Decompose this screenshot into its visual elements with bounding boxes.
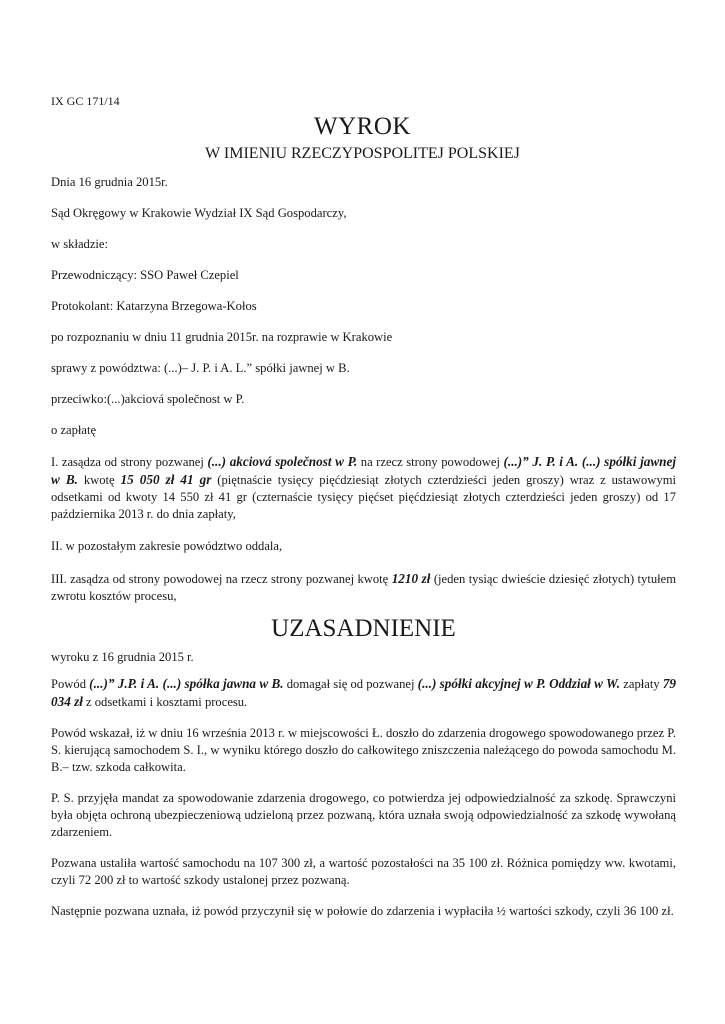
ruling-1-text-1: I. zasądza od strony pozwanej bbox=[51, 455, 208, 469]
ruling-3-text-2: (jeden tysiąc dwieście dziesięć złotych) tytułem zwrotu kosztów procesu, bbox=[51, 572, 677, 603]
subject-line: o zapłatę bbox=[51, 423, 97, 437]
j1-amount: 79 034 zł bbox=[51, 676, 676, 709]
justification-paragraph-4: Pozwana ustaliła wartość samochodu na 107 300 zł, a wartość pozostałości na 35 100 zł. Różnica pomiędzy ww. kwotami, czyli 72 200 zł to wartość szkody ustalonej przez pozwaną. bbox=[51, 856, 676, 887]
document-body bbox=[51, 170, 676, 920]
justification-date: wyroku z 16 grudnia 2015 r. bbox=[51, 650, 194, 664]
j1-text-4: z odsetkami i kosztami procesu. bbox=[82, 695, 248, 709]
justification-paragraph-5: Następnie pozwana uznała, iż powód przyczynił się w połowie do zdarzenia i wypłaciła ½ wartości szkody, czyli 36 100 zł. bbox=[51, 904, 674, 918]
plaintiff-line: sprawy z powództwa: (...)– J. P. i A. L.” spółki jawnej w B. bbox=[51, 361, 350, 375]
presiding-judge: Przewodniczący: SSO Paweł Czepiel bbox=[51, 268, 239, 282]
justification-paragraph-1 bbox=[51, 675, 676, 711]
ruling-3-amount: 1210 zł bbox=[391, 571, 431, 586]
justification-heading: UZASADNIENIE bbox=[271, 615, 456, 642]
j1-text-1: Powód bbox=[51, 677, 90, 691]
court-name: Sąd Okręgowy w Krakowie Wydział IX Sąd Gospodarczy, bbox=[51, 206, 347, 220]
ruling-1-text-3: kwotę bbox=[77, 473, 121, 487]
ruling-1-defendant: (...) akciová společnost w P. bbox=[207, 454, 358, 469]
j1-plaintiff: (...)” J.P. i A. (...) spółka jawna w B. bbox=[89, 676, 284, 691]
ruling-point-2: II. w pozostałym zakresie powództwo oddala, bbox=[51, 539, 283, 553]
judgment-date: Dnia 16 grudnia 2015r. bbox=[51, 175, 168, 189]
j1-defendant: (...) spółki akcyjnej w P. Oddział w W. bbox=[417, 676, 621, 691]
ruling-1-text-2: na rzecz strony powodowej bbox=[357, 455, 504, 469]
court-reporter: Protokolant: Katarzyna Brzegowa-Kołos bbox=[51, 299, 257, 313]
ruling-point-3 bbox=[51, 570, 676, 605]
ruling-1-text-4: (piętnaście tysięcy pięćdziesiąt złotych czterdzieści jeden groszy) wraz z ustawowymi odsetkami od kwoty 14 550 zł 41 gr (czternaście tysięcy pięćset pięćdziesiąt złotych czterdzieści jeden groszy) od 17 października 2013 r. do dnia zapłaty, bbox=[51, 473, 676, 521]
hearing-info: po rozpoznaniu w dniu 11 grudnia 2015r. na rozprawie w Krakowie bbox=[51, 330, 393, 344]
justification-paragraph-2: Powód wskazał, iż w dniu 16 września 2013 r. w miejscowości Ł. doszło do zdarzenia drogowego spowodowanego przez P. S. kierującą samochodem S. I., w wyniku którego doszło do całkowitego zniszczenia należącego do powoda samochodu M. B.– tzw. szkoda całkowita. bbox=[51, 726, 676, 774]
ruling-point-1 bbox=[51, 453, 676, 523]
defendant-line: przeciwko:(...)akciová společnost w P. bbox=[51, 392, 245, 406]
j1-text-3: zapłaty bbox=[620, 677, 663, 691]
document-subtitle: W IMIENIU RZECZYPOSPOLITEJ POLSKIEJ bbox=[205, 145, 520, 162]
j1-text-2: domagał się od pozwanej bbox=[283, 677, 418, 691]
case-number: IX GC 171/14 bbox=[51, 94, 120, 108]
ruling-1-plaintiff: (...)” J. P. i A. (...) spółki jawnej w B. bbox=[51, 454, 676, 487]
ruling-1-amount: 15 050 zł 41 gr bbox=[120, 472, 212, 487]
document-title: WYROK bbox=[314, 113, 411, 140]
panel-label: w składzie: bbox=[51, 237, 109, 251]
justification-paragraph-3: P. S. przyjęła mandat za spowodowanie zdarzenia drogowego, co potwierdza jej odpowiedzialność za szkodę. Sprawczyni była objęta ochroną ubezpieczeniową udzieloną przez pozwaną, która uznała swoją odpowiedzialność za szkodę wywołaną zdarzeniem. bbox=[51, 791, 676, 839]
ruling-3-text-1: III. zasądza od strony powodowej na rzecz strony pozwanej kwotę bbox=[51, 572, 392, 586]
